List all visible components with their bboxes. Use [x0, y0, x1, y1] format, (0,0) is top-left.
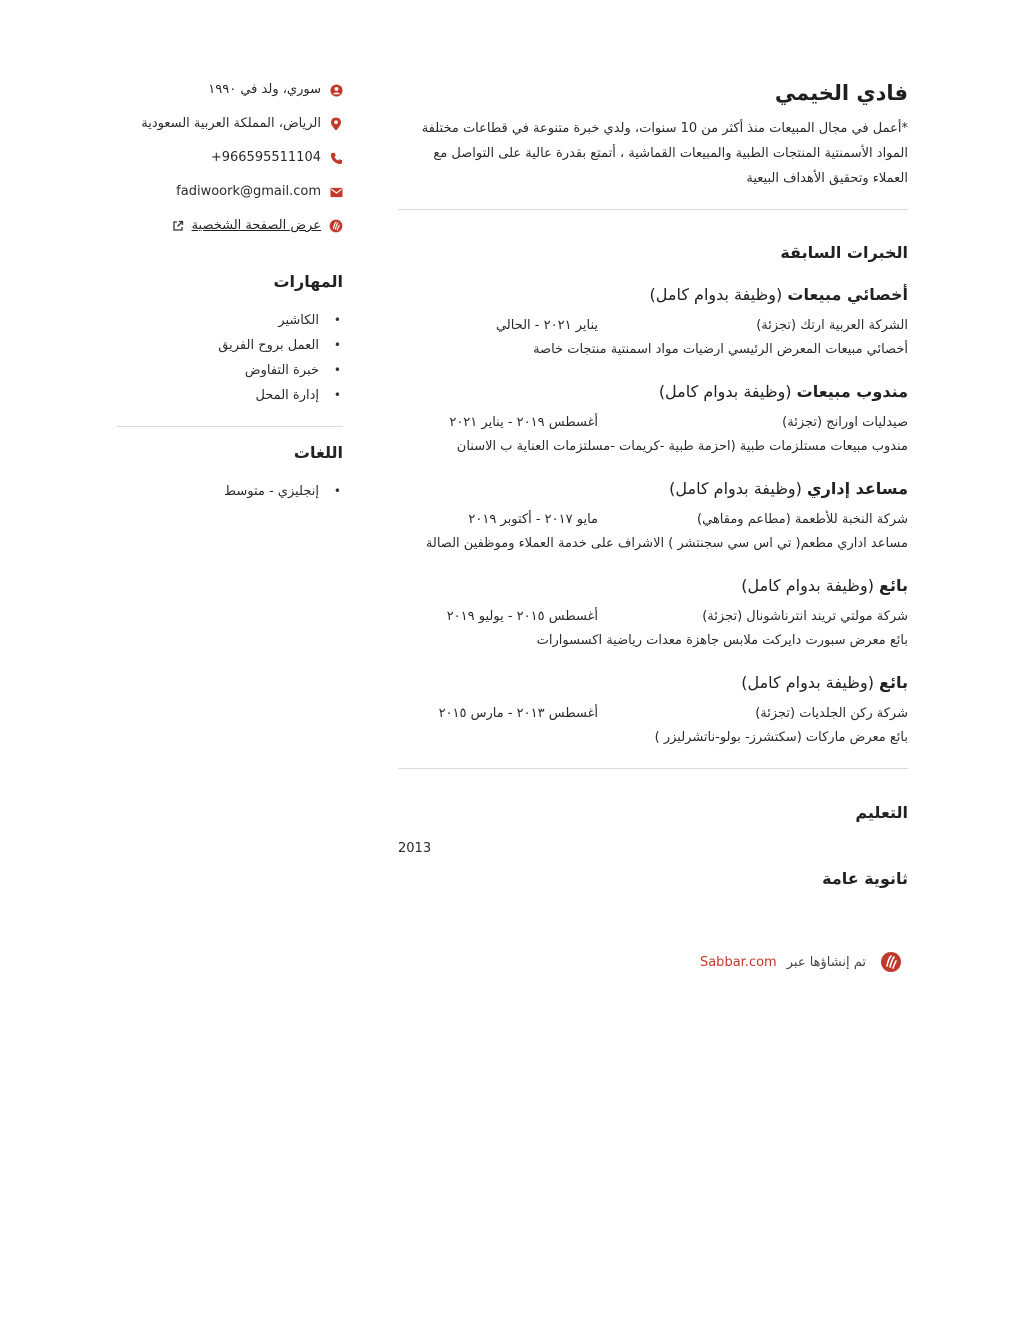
skills-section: [117, 270, 343, 408]
job-role: مساعد إداري: [807, 479, 908, 498]
job-description: أخصائي مبيعات المعرض الرئيسي ارضيات مواد اسمنتية منتجات خاصة: [533, 342, 908, 357]
sidebar-divider: [117, 426, 343, 427]
main-column: [398, 78, 908, 973]
education-title: التعليم: [855, 803, 908, 822]
footer-text: تم إنشاؤها عبر: [786, 954, 866, 970]
nationality-text: سوري، ولد في ١٩٩٠: [208, 82, 321, 97]
location-pin-icon: [329, 117, 343, 131]
job-entry: [398, 477, 908, 556]
job-description: مندوب مبيعات مستلزمات طبية (احزمة طبية -كريمات -مسلتزمات العناية ب الاسنان: [456, 439, 908, 454]
job-role: مندوب مبيعات: [796, 382, 908, 401]
skill-item: • العمل بروح الفريق: [117, 333, 343, 358]
job-title: [398, 477, 908, 501]
job-company: الشركة العربية ارتك (تجزئة): [756, 318, 908, 333]
section-divider: [398, 209, 908, 210]
experience-title: الخبرات السابقة: [780, 243, 908, 262]
job-type: (وظيفة بدوام كامل): [741, 576, 874, 595]
contact-profile: [117, 216, 343, 236]
job-dates: أغسطس ٢٠١٣ - مارس ٢٠١٥: [438, 706, 598, 721]
external-link-icon: [172, 220, 184, 232]
phone-text[interactable]: +966595511104: [210, 150, 321, 165]
job-company: شركة ركن الجلديات (تجزئة): [755, 706, 908, 721]
skill-item: • خبرة التفاوض: [117, 358, 343, 383]
job-title: [398, 671, 908, 695]
skills-title: المهارات: [273, 272, 343, 291]
skills-list: [117, 308, 343, 408]
job-type: (وظيفة بدوام كامل): [649, 285, 783, 304]
job-company: صيدليات اورانج (تجزئة): [782, 415, 908, 430]
job-meta: [398, 509, 908, 531]
mail-icon: [329, 185, 343, 199]
candidate-name: فادي الخيمي: [774, 81, 908, 105]
languages-section: [117, 441, 343, 504]
job-title: [398, 283, 908, 307]
education-year: 2013: [398, 841, 432, 856]
job-description: مساعد اداري مطعم( تي اس سي سجنتشر ) الاشراف على خدمة العملاء وموظفين الصالة: [425, 536, 908, 551]
contact-email: [117, 182, 343, 202]
email-text[interactable]: fadiwoork@gmail.com: [176, 184, 321, 199]
skill-item: • إدارة المحل: [117, 383, 343, 408]
job-entry: [398, 671, 908, 750]
section-divider: [398, 768, 908, 769]
job-dates: أغسطس ٢٠١٥ - يوليو ٢٠١٩: [446, 609, 598, 624]
job-company: شركة النخبة للأطعمة (مطاعم ومقاهي): [697, 512, 908, 527]
job-type: (وظيفة بدوام كامل): [658, 382, 792, 401]
languages-title: اللغات: [293, 443, 343, 462]
job-type: (وظيفة بدوام كامل): [741, 673, 874, 692]
sabbar-logo-icon: [880, 951, 902, 973]
contact-nationality: [117, 80, 343, 100]
job-meta: [398, 606, 908, 628]
language-item: • إنجليزي - متوسط: [117, 479, 343, 504]
job-description: بائع معرض ماركات (سكتشرز- بولو-ناتشرليزر ): [654, 730, 908, 745]
profile-summary: *أعمل في مجال المبيعات منذ أكثر من 10 سنوات، ولدي خبرة متنوعة في قطاعات مختلفة المواد الأسمنتية المنتجات الطبية والمبيعات القماشية ، أتمتع بقدرة عالية على التواصل مع العملاء وتحقيق الأهداف البيعية: [421, 121, 908, 186]
experience-section: [398, 241, 908, 750]
job-role: أخصائي مبيعات: [787, 285, 908, 304]
languages-list: [117, 479, 343, 504]
footer-brand-link[interactable]: Sabbar.com: [699, 954, 777, 970]
job-description: بائع معرض سبورت دايركت ملابس جاهزة معدات رياضية اكسسوارات: [536, 633, 908, 648]
location-text: الرياض، المملكة العربية السعودية: [141, 116, 321, 131]
job-company: شركة مولتي تريند انترناشونال (تجزئة): [702, 609, 908, 624]
education-degree: ثانوية عامة: [822, 869, 908, 888]
user-icon: [329, 83, 343, 97]
contact-phone: [117, 148, 343, 168]
contact-location: [117, 114, 343, 134]
skill-item: • الكاشير: [117, 308, 343, 333]
job-role: بائع: [879, 673, 908, 692]
job-entry: [398, 574, 908, 653]
job-dates: مايو ٢٠١٧ - أكتوبر ٢٠١٩: [468, 512, 598, 527]
job-meta: [398, 412, 908, 434]
job-dates: يناير ٢٠٢١ - الحالي: [495, 318, 598, 333]
job-type: (وظيفة بدوام كامل): [669, 479, 802, 498]
job-role: بائع: [879, 576, 908, 595]
job-entry: [398, 380, 908, 459]
job-meta: [398, 315, 908, 337]
profile-link[interactable]: عرض الصفحة الشخصية: [191, 218, 321, 233]
job-title: [398, 574, 908, 598]
phone-icon: [329, 151, 343, 165]
sabbar-logo-icon: [329, 219, 343, 233]
footer-credit: [398, 951, 908, 973]
job-dates: أغسطس ٢٠١٩ - يناير ٢٠٢١: [449, 415, 598, 430]
job-title: [398, 380, 908, 404]
sidebar: [117, 80, 343, 504]
job-meta: [398, 703, 908, 725]
job-entry: [398, 283, 908, 362]
education-section: [398, 801, 908, 891]
